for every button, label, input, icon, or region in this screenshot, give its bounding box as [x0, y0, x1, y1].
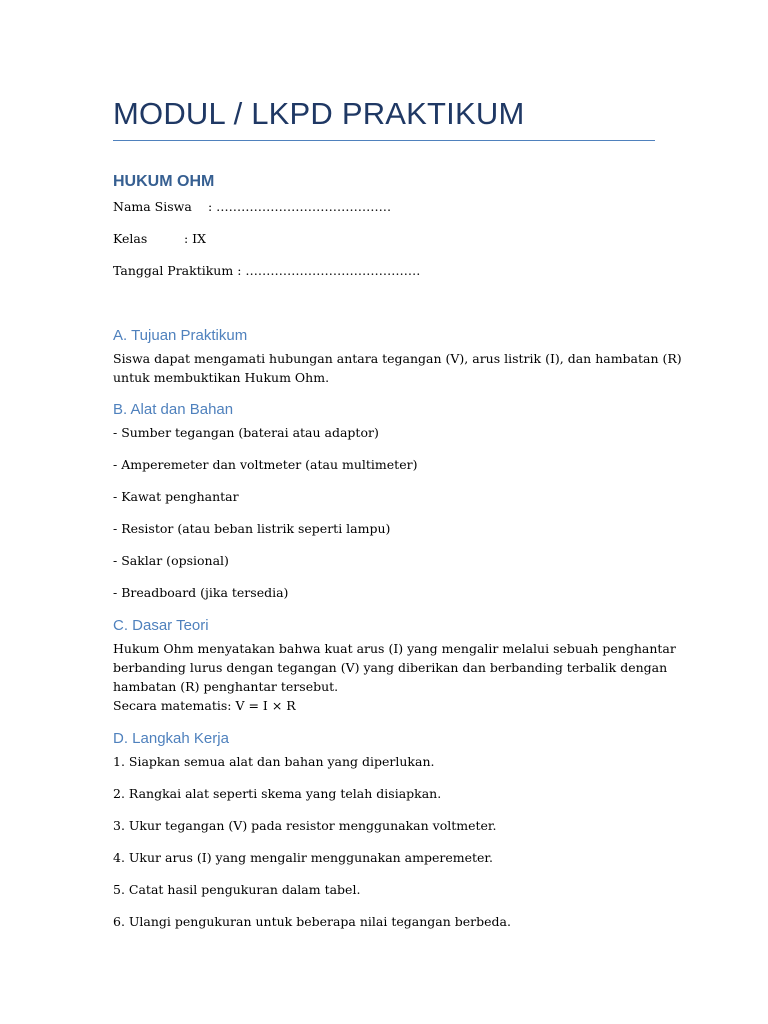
heading-alat-dan-bahan: B. Alat dan Bahan — [113, 401, 234, 418]
list-item: 1. Siapkan semua alat dan bahan yang diperlukan. — [113, 754, 435, 769]
field-kelas — [113, 230, 206, 248]
list-item: 3. Ukur tegangan (V) pada resistor menggunakan voltmeter. — [113, 818, 497, 833]
field-value: : …………………………………… — [208, 199, 392, 214]
document-subtitle: HUKUM OHM — [113, 173, 215, 190]
list-item: - Amperemeter dan voltmeter (atau multimeter) — [113, 457, 418, 472]
paragraph-line: Siswa dapat mengamati hubungan antara tegangan (V), arus listrik (I), dan hambatan (R) — [113, 351, 682, 366]
field-label: Kelas — [113, 231, 148, 246]
list-item: 6. Ulangi pengukuran untuk beberapa nilai tegangan berbeda. — [113, 914, 511, 929]
tujuan-paragraph — [113, 349, 682, 387]
field-value: : …………………………………… — [237, 263, 421, 278]
field-label: Tanggal Praktikum — [113, 263, 234, 278]
field-tanggal-praktikum — [113, 262, 420, 280]
field-nama-siswa — [113, 198, 391, 216]
list-item: 5. Catat hasil pengukuran dalam tabel. — [113, 882, 361, 897]
list-item: - Breadboard (jika tersedia) — [113, 585, 289, 600]
heading-dasar-teori: C. Dasar Teori — [113, 617, 209, 634]
list-item: 2. Rangkai alat seperti skema yang telah disiapkan. — [113, 786, 442, 801]
list-item: - Resistor (atau beban listrik seperti lampu) — [113, 521, 391, 536]
title-divider — [113, 140, 655, 141]
heading-langkah-kerja: D. Langkah Kerja — [113, 730, 229, 747]
list-item: - Saklar (opsional) — [113, 553, 229, 568]
paragraph-line: untuk membuktikan Hukum Ohm. — [113, 370, 330, 385]
paragraph-line: berbanding lurus dengan tegangan (V) yang diberikan dan berbanding terbalik dengan — [113, 660, 668, 675]
heading-tujuan-praktikum: A. Tujuan Praktikum — [113, 327, 248, 344]
list-item: - Kawat penghantar — [113, 489, 239, 504]
document-title: MODUL / LKPD PRAKTIKUM — [113, 96, 525, 131]
formula-line: Secara matematis: V = I × R — [113, 698, 296, 713]
field-label: Nama Siswa — [113, 199, 192, 214]
field-value: : IX — [184, 231, 207, 246]
langkah-kerja-list — [113, 753, 511, 945]
paragraph-line: hambatan (R) penghantar tersebut. — [113, 679, 339, 694]
list-item: 4. Ukur arus (I) yang mengalir menggunakan amperemeter. — [113, 850, 494, 865]
dasar-teori-paragraph — [113, 639, 676, 715]
paragraph-line: Hukum Ohm menyatakan bahwa kuat arus (I) yang mengalir melalui sebuah penghantar — [113, 641, 676, 656]
alat-bahan-list — [113, 424, 417, 616]
list-item: - Sumber tegangan (baterai atau adaptor) — [113, 425, 379, 440]
